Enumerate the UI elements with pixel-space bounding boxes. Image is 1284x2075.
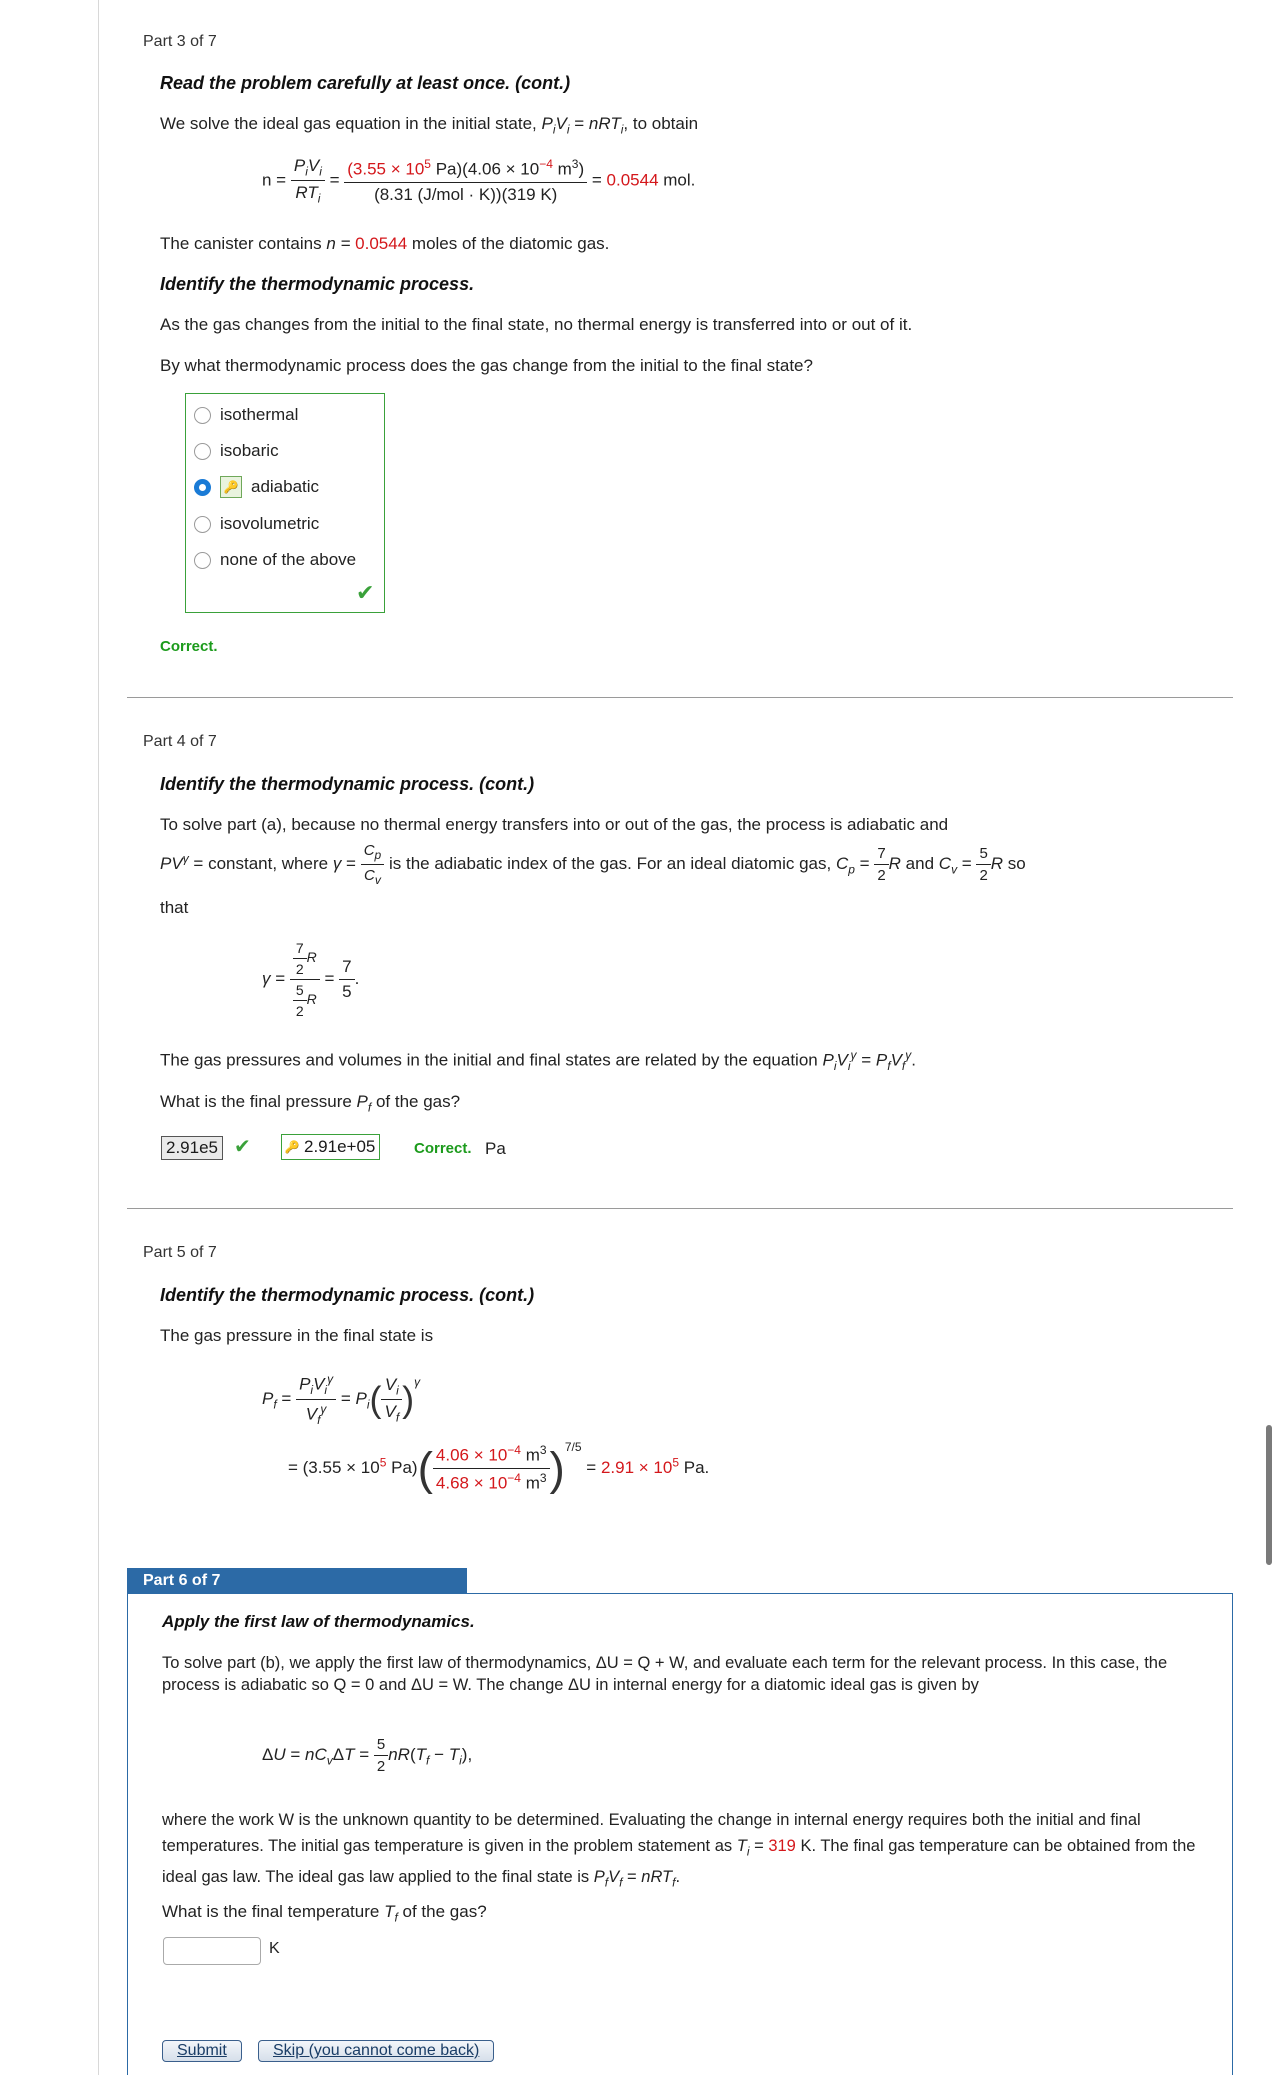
part6-question: What is the final temperature $T_f$ of the gas? [162, 1902, 487, 1925]
option-isothermal[interactable]: isothermal [194, 403, 298, 427]
option-adiabatic[interactable]: 🔑 adiabatic [194, 475, 319, 499]
part5-line1: The gas pressure in the final state is [160, 1326, 434, 1345]
radio-none[interactable] [194, 552, 211, 569]
part4-line2: $PV^\gamma$ = constant, where γ = $\frac{C_p}{C_v}$ is the adiabatic index of the gas. For an ideal diatomic gas, $C_p$ = $\frac{7}{2}$ R and $C_v$ = $\frac{5}{2}$ R so [160, 842, 1026, 887]
part5-label: Part 5 of 7 [143, 1244, 217, 1261]
canister-sentence: The canister contains n = 0.0544 moles of the diatomic gas. [160, 234, 610, 253]
part3-question: By what thermodynamic process does the gas change from the initial to the final state? [160, 356, 813, 375]
part4-feedback: Correct. [414, 1140, 472, 1157]
radio-isovolumetric[interactable] [194, 516, 211, 533]
radio-adiabatic[interactable] [194, 479, 211, 496]
scrollbar-thumb[interactable] [1266, 1425, 1272, 1565]
gamma-equation: γ = $\frac{7}{2}$ R $\frac{5}{2}$ R = $\frac{7}{5}$ . [262, 940, 360, 1019]
part5-heading: Identify the thermodynamic process. (cont.) [160, 1285, 535, 1305]
option-none[interactable]: none of the above [194, 548, 356, 572]
part3-label: Part 3 of 7 [143, 33, 217, 50]
student-answer-field[interactable]: 2.91e5 [161, 1136, 223, 1160]
part4-that: that [160, 898, 189, 917]
part4-question: What is the final pressure $P_f$ of the gas? [160, 1092, 461, 1115]
part3-intro: We solve the ideal gas equation in the initial state, $P_iV_i = nRT_i$, to obtain [160, 114, 699, 137]
radio-isothermal[interactable] [194, 407, 211, 424]
internal-energy-equation: $\Delta U = nC_v\Delta T$ = $\frac{5}{2}$ $nR(T_f - T_i)$, [262, 1736, 473, 1775]
divider [127, 1208, 1233, 1209]
part6-heading: Apply the first law of thermodynamics. [162, 1612, 475, 1631]
submit-button[interactable]: Submit [162, 2040, 242, 2062]
part4-unit: Pa [485, 1139, 506, 1158]
part6-para1: To solve part (b), we apply the first law of thermodynamics, ΔU = Q + W, and evaluate each term for the relevant process. In this case, the process is adiabatic so Q = 0 and ΔU = W. The change ΔU in internal energy for a diatomic ideal gas is given by [162, 1654, 1168, 1694]
divider [127, 697, 1233, 698]
temperature-unit: K [269, 1940, 280, 1957]
part6-tab: Part 6 of 7 [127, 1568, 467, 1593]
moles-equation: n = $\frac{P_iV_i}{RT_i}$ = $\frac{(3.55 \times 10^5 Pa)(4.06 \times 10^{-4} m^3)}{\text{(8.31 (J/mol · K))(319 K)}}$ = 0.0544 mol. [262, 156, 696, 206]
part3-heading: Read the problem carefully at least once. (cont.) [160, 73, 571, 93]
part6-para2: where the work W is the unknown quantity to be determined. Evaluating the change in internal energy requires both the initial and final temperatures. The initial gas temperature is given in the problem statement as $T_i = 319$ K. The final gas temperature can be obtained from the ideal gas law. The ideal gas law applied to the final state is $P_fV_f = nRT_f$. [162, 1811, 1196, 1890]
key-answer: 🔑 2.91e+05 [281, 1134, 380, 1160]
checkmark-icon: ✔ [234, 1136, 251, 1158]
key-icon: 🔑 [220, 476, 242, 498]
final-pressure-eq-line2: = ($3.55 \times 10^5$ Pa)( $\frac{4.06 \times 10^{-4} m^3}{4.68 \times 10^{-4} m^3}$ )$^{7/5} = 2.91 \times 10^5$ Pa. [288, 1440, 710, 1495]
left-divider [98, 0, 99, 2075]
radio-isobaric[interactable] [194, 443, 211, 460]
option-isovolumetric[interactable]: isovolumetric [194, 512, 319, 536]
part4-heading: Identify the thermodynamic process. (cont.) [160, 774, 535, 794]
final-temperature-input[interactable] [163, 1937, 261, 1965]
part4-relation: The gas pressures and volumes in the initial and final states are related by the equation $P_iV_i^\gamma = P_fV_f^\gamma$. [160, 1048, 916, 1074]
process-options [185, 393, 385, 613]
part3-heading2: Identify the thermodynamic process. [160, 274, 475, 294]
part4-label: Part 4 of 7 [143, 733, 217, 750]
final-pressure-eq-line1: $P_f$ = $\frac{P_iV_i^\gamma}{V_f^\gamma}$ = $P_i$( $\frac{V_i}{V_f}$ )$^\gamma$ [262, 1372, 421, 1428]
part4-line1: To solve part (a), because no thermal energy transfers into or out of the gas, the process is adiabatic and [160, 815, 949, 834]
option-isobaric[interactable]: isobaric [194, 439, 279, 463]
skip-button[interactable]: Skip (you cannot come back) [258, 2040, 494, 2062]
checkmark-icon: ✔ [356, 580, 375, 605]
part3-para1: As the gas changes from the initial to the final state, no thermal energy is transferred into or out of it. [160, 315, 913, 334]
key-icon: 🔑 [284, 1140, 300, 1154]
part3-feedback: Correct. [160, 638, 218, 655]
